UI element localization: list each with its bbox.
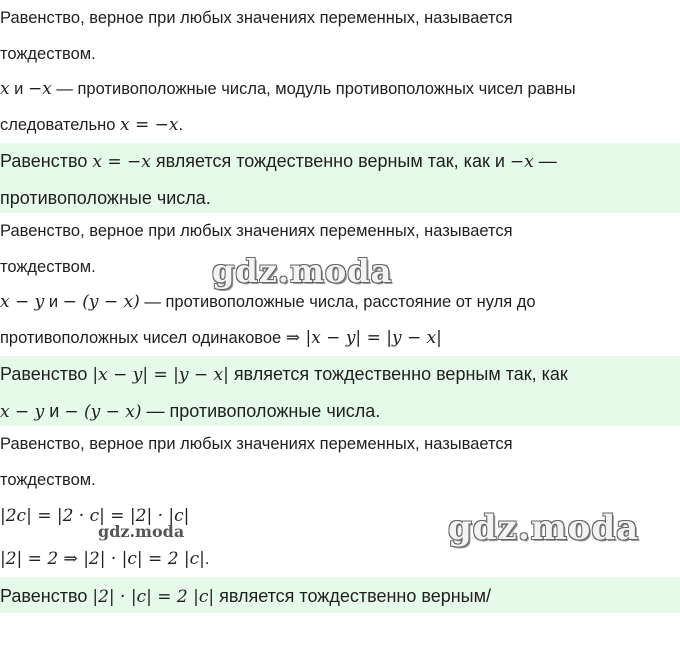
math-expression: |2| · |c| = 2 |c| [92,587,215,607]
math-expression: |x − y| = |y − x| [92,365,229,385]
watermark-logo: gdz.moda [448,508,640,548]
explanation-text: . [204,550,210,568]
conclusion-line [0,393,680,430]
explanation-text: — противоположные числа, модуль противоположных чисел равны [51,80,576,98]
conclusion-text: — противоположные числа. [141,401,381,421]
math-expression: x = −x [120,115,179,135]
conclusion-text: — [533,151,557,171]
definition-text: Равенство, верное при любых значениях переменных, называется [0,435,513,453]
math-expression: x − y [0,402,45,422]
explanation-line [0,107,680,143]
math-expression: |2c| = |2 · c| = |2| · |c| [0,506,190,526]
explanation-text: . [178,116,184,134]
explanation-text: и [9,80,28,98]
explanation-line [0,71,680,107]
conclusion-text: является тождественно верным/ [214,586,491,606]
math-expression: ⇒ |x − y| = |y − x| [285,328,442,348]
definition-text: тождеством. [0,258,96,276]
conclusion-line [0,356,680,393]
conclusion-line [0,143,680,180]
definition-text: тождеством. [0,45,96,63]
conclusion-text: является тождественно верным так, как и [150,151,510,171]
conclusion-text: и [44,401,65,421]
watermark-logo: gdz.moda [212,252,393,290]
math-expression: x = −x [92,152,151,172]
explanation-text: следовательно [0,116,120,134]
definition-text: тождеством. [0,471,96,489]
explanation-line [0,320,680,356]
explanation-text: — противоположные числа, расстояние от нуля до [139,293,536,311]
watermark-logo-small: gdz.moda [98,522,185,541]
math-expression: −x [509,152,534,172]
conclusion-text: Равенство [0,586,93,606]
math-expression: − (y − x) [64,402,142,422]
definition-text: Равенство, верное при любых значениях переменных, называется [0,222,513,240]
conclusion-line: противоположные числа. [0,188,211,208]
math-expression: −x [27,79,52,99]
math-expression: − (y − x) [62,292,140,312]
conclusion-text: Равенство [0,364,93,384]
definition-text: Равенство, верное при любых значениях переменных, называется [0,9,513,27]
conclusion-text: Равенство [0,151,93,171]
math-expression: x [0,79,10,99]
math-expression: |2| = 2 ⇒ |2| · |c| = 2 |c| [0,549,205,569]
conclusion-text: является тождественно верным так, как [228,364,568,384]
conclusion-line [0,578,680,615]
explanation-text: противоположных чисел одинаковое [0,329,286,347]
explanation-text: и [44,293,63,311]
math-expression: x − y [0,292,45,312]
